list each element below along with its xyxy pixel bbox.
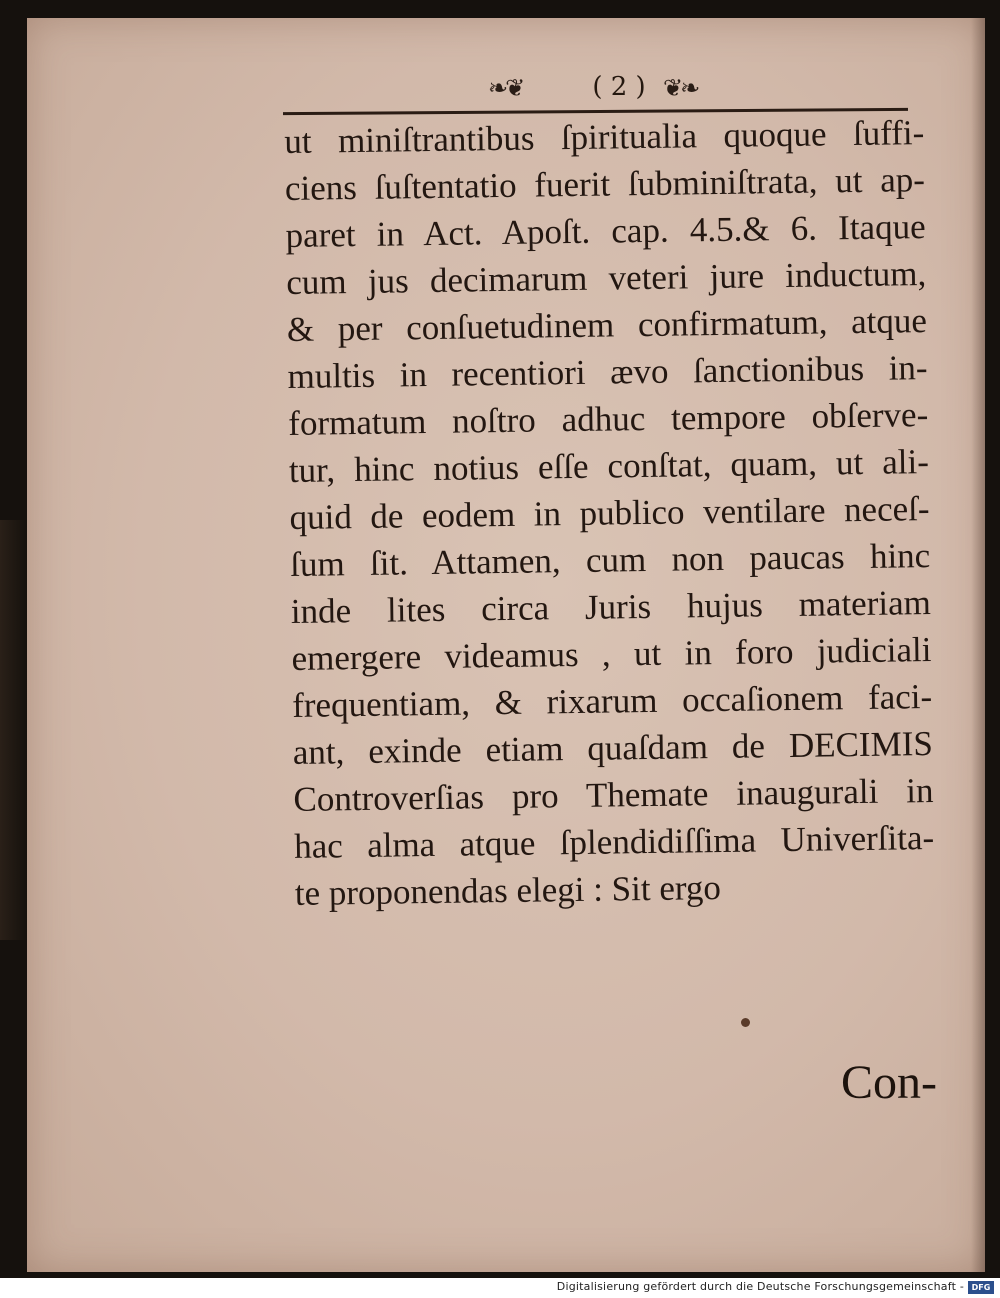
dfg-logo-icon: DFG [968,1281,994,1294]
text-line: te proponendas elegi : Sit ergo [294,867,722,913]
text-line: Controverſias pro Themate inaugurali in [293,770,934,819]
text-line: inde lites circa Juris hujus materiam [290,583,932,631]
text-line: ſum ſit. Attamen, cum non paucas hinc [289,536,931,584]
text-line: tur, hinc notius eſſe conſtat, quam, ut ali- [288,442,930,490]
running-header [283,70,908,110]
ornament-left-icon: ❧❦ [488,74,523,102]
book-spine-edge [0,520,27,940]
text-line: hac alma atque ſplendidiſſima Univerſita- [293,817,935,866]
text-line: formatum noſtro adhuc tempore obſerve- [287,395,929,443]
text-line: ut miniſtrantibus ſpiritualia quoque ſuffi- [284,113,925,161]
text-line: frequentiam, & rixarum occaſionem faci- [291,677,933,725]
text-line: multis in recentiori ævo ſanctionibus in- [287,348,928,396]
page-number: ( 2 ) [592,72,646,102]
ink-stain [741,1018,750,1027]
body-text [284,109,935,917]
digitization-footer [0,1278,1000,1298]
ornament-right-icon: ❦❧ [663,74,698,102]
funding-note: Digitalisierung gefördert durch die Deutsche Forschungsgemeinschaft - [556,1280,964,1293]
text-line: ciens ſuſtentatio fuerit ſubminiſtrata, ut ap- [284,160,926,208]
text-line: cum jus decimarum veteri jure inductum, [286,254,927,302]
text-line: & per conſuetudinem confirmatum, atque [286,301,928,349]
text-line: quid de eodem in publico ventilare neceſ- [289,489,930,537]
catchword: Con- [841,1056,937,1109]
text-line: emergere videamus , ut in foro judiciali [291,630,932,678]
text-line: paret in Act. Apoſt. cap. 4.5.& 6. Itaque [285,207,926,255]
text-line: ant, exinde etiam quaſdam de DECIMIS [292,724,934,772]
